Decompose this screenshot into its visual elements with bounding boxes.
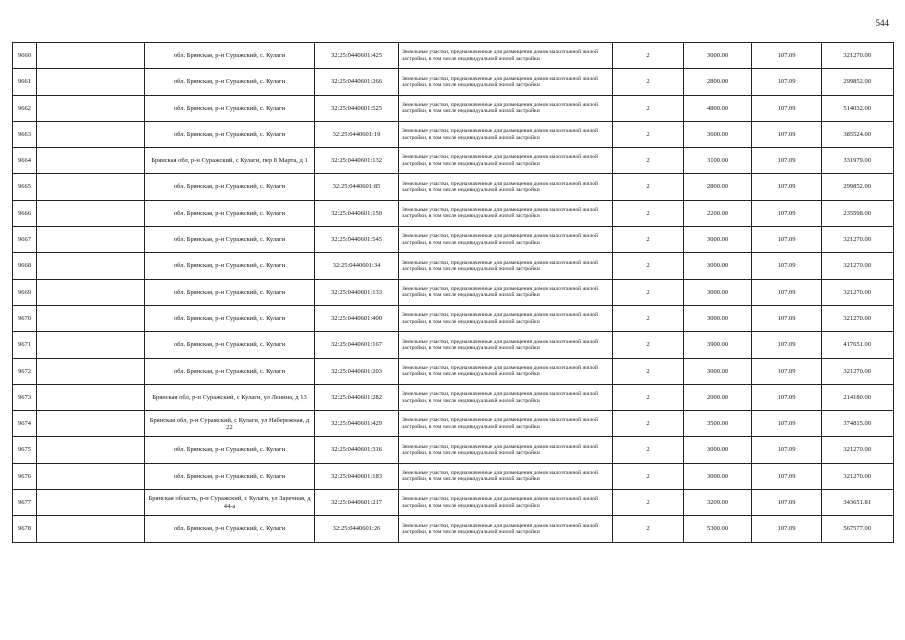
rate-cell: 107.09 (752, 358, 822, 384)
area-cell: 2000.00 (684, 384, 752, 410)
group-cell: 2 (613, 121, 684, 147)
land-use-cell: Земельные участки, предназначенные для размещения домов малоэтажной жилой застройки, в том числе индивидуальной жилой застройки (399, 358, 613, 384)
cadastral-number-cell: 32:25:0440601:525 (315, 95, 399, 121)
row-number-cell: 9678 (13, 516, 37, 542)
cadastral-number-cell: 32:25:0440601:400 (315, 305, 399, 331)
group-cell: 2 (613, 174, 684, 200)
area-cell: 3000.00 (684, 227, 752, 253)
address-cell: Брянская обл, р-н Суражский, с Кулаги, пер 8 Марта, д 1 (145, 148, 315, 174)
cadastral-number-cell: 32:25:0440601:85 (315, 174, 399, 200)
address-cell: обл. Брянская, р-н Суражский, с. Кулаги (145, 305, 315, 331)
cadastral-value-cell: 321270.00 (822, 463, 894, 489)
rate-cell: 107.09 (752, 305, 822, 331)
area-cell: 2800.00 (684, 174, 752, 200)
land-use-cell: Земельные участки, предназначенные для размещения домов малоэтажной жилой застройки, в том числе индивидуальной жилой застройки (399, 516, 613, 542)
group-cell: 2 (613, 279, 684, 305)
table-row (13, 279, 894, 305)
group-cell: 2 (613, 43, 684, 69)
table-row (13, 200, 894, 226)
land-use-cell: Земельные участки, предназначенные для размещения домов малоэтажной жилой застройки, в том числе индивидуальной жилой застройки (399, 279, 613, 305)
cadastral-value-cell: 385524.00 (822, 121, 894, 147)
address-cell: обл. Брянская, р-н Суражский, с. Кулаги (145, 200, 315, 226)
rate-cell: 107.09 (752, 227, 822, 253)
cadastral-value-cell: 321270.00 (822, 253, 894, 279)
table-row (13, 253, 894, 279)
cadastral-value-cell: 321270.00 (822, 437, 894, 463)
rate-cell: 107.09 (752, 279, 822, 305)
cadastral-value-cell: 321270.00 (822, 279, 894, 305)
address-cell: обл. Брянская, р-н Суражский, с. Кулаги (145, 332, 315, 358)
area-cell: 3900.00 (684, 332, 752, 358)
rate-cell: 107.09 (752, 121, 822, 147)
land-use-cell: Земельные участки, предназначенные для размещения домов малоэтажной жилой застройки, в том числе индивидуальной жилой застройки (399, 43, 613, 69)
address-cell: обл. Брянская, р-н Суражский, с. Кулаги (145, 69, 315, 95)
table-row (13, 227, 894, 253)
land-use-cell: Земельные участки, предназначенные для размещения домов малоэтажной жилой застройки, в том числе индивидуальной жилой застройки (399, 463, 613, 489)
table-row (13, 121, 894, 147)
cadastral-value-cell: 321270.00 (822, 358, 894, 384)
group-cell: 2 (613, 384, 684, 410)
rate-cell: 107.09 (752, 437, 822, 463)
address-cell: обл. Брянская, р-н Суражский, с. Кулаги (145, 95, 315, 121)
group-cell: 2 (613, 253, 684, 279)
row-number-cell: 9662 (13, 95, 37, 121)
group-cell: 2 (613, 305, 684, 331)
blank-cell (37, 305, 145, 331)
cadastral-value-cell: 321270.00 (822, 43, 894, 69)
blank-cell (37, 384, 145, 410)
rate-cell: 107.09 (752, 411, 822, 437)
cadastral-value-cell: 331979.00 (822, 148, 894, 174)
area-cell: 3000.00 (684, 253, 752, 279)
address-cell: Брянская область, р-н Суражский, с Кулаги, ул Заречная, д 44-а (145, 490, 315, 516)
row-number-cell: 9676 (13, 463, 37, 489)
blank-cell (37, 490, 145, 516)
blank-cell (37, 174, 145, 200)
table-row (13, 69, 894, 95)
rate-cell: 107.09 (752, 95, 822, 121)
rate-cell: 107.09 (752, 463, 822, 489)
address-cell: обл. Брянская, р-н Суражский, с. Кулаги (145, 463, 315, 489)
address-cell: обл. Брянская, р-н Суражский, с. Кулаги (145, 253, 315, 279)
area-cell: 3500.00 (684, 411, 752, 437)
cadastral-value-cell: 299852.00 (822, 69, 894, 95)
table-row (13, 305, 894, 331)
address-cell: обл. Брянская, р-н Суражский, с. Кулаги (145, 437, 315, 463)
cadastral-number-cell: 32:25:0440601:545 (315, 227, 399, 253)
area-cell: 3000.00 (684, 463, 752, 489)
address-cell: Брянская обл, р-н Суражский, с Кулаги, ул Набережная, д 22 (145, 411, 315, 437)
cadastral-number-cell: 32:25:0440601:316 (315, 437, 399, 463)
cadastral-number-cell: 32:25:0440601:203 (315, 358, 399, 384)
land-use-cell: Земельные участки, предназначенные для размещения домов малоэтажной жилой застройки, в том числе индивидуальной жилой застройки (399, 148, 613, 174)
cadastral-number-cell: 32:25:0440601:217 (315, 490, 399, 516)
cadastral-number-cell: 32:25:0440601:282 (315, 384, 399, 410)
address-cell: обл. Брянская, р-н Суражский, с. Кулаги (145, 43, 315, 69)
land-use-cell: Земельные участки, предназначенные для размещения домов малоэтажной жилой застройки, в том числе индивидуальной жилой застройки (399, 437, 613, 463)
cadastral-number-cell: 32:25:0440601:133 (315, 279, 399, 305)
row-number-cell: 9670 (13, 305, 37, 331)
area-cell: 3600.00 (684, 121, 752, 147)
row-number-cell: 9677 (13, 490, 37, 516)
area-cell: 3100.00 (684, 148, 752, 174)
group-cell: 2 (613, 411, 684, 437)
land-use-cell: Земельные участки, предназначенные для размещения домов малоэтажной жилой застройки, в том числе индивидуальной жилой застройки (399, 95, 613, 121)
blank-cell (37, 463, 145, 489)
row-number-cell: 9672 (13, 358, 37, 384)
blank-cell (37, 43, 145, 69)
cadastral-value-table (12, 42, 894, 543)
blank-cell (37, 148, 145, 174)
blank-cell (37, 227, 145, 253)
group-cell: 2 (613, 148, 684, 174)
cadastral-number-cell: 32:25:0440601:34 (315, 253, 399, 279)
blank-cell (37, 358, 145, 384)
group-cell: 2 (613, 358, 684, 384)
row-number-cell: 9673 (13, 384, 37, 410)
rate-cell: 107.09 (752, 516, 822, 542)
rate-cell: 107.09 (752, 384, 822, 410)
group-cell: 2 (613, 463, 684, 489)
rate-cell: 107.09 (752, 490, 822, 516)
cadastral-number-cell: 32:25:0440601:167 (315, 332, 399, 358)
rate-cell: 107.09 (752, 332, 822, 358)
rate-cell: 107.09 (752, 174, 822, 200)
table-row (13, 437, 894, 463)
area-cell: 3209.00 (684, 490, 752, 516)
land-use-cell: Земельные участки, предназначенные для размещения домов малоэтажной жилой застройки, в том числе индивидуальной жилой застройки (399, 305, 613, 331)
cadastral-value-cell: 514032.00 (822, 95, 894, 121)
area-cell: 4800.00 (684, 95, 752, 121)
row-number-cell: 9664 (13, 148, 37, 174)
address-cell: обл. Брянская, р-н Суражский, с. Кулаги (145, 121, 315, 147)
row-number-cell: 9660 (13, 43, 37, 69)
cadastral-number-cell: 32:25:0440601:183 (315, 463, 399, 489)
blank-cell (37, 95, 145, 121)
cadastral-value-cell: 299852.00 (822, 174, 894, 200)
group-cell: 2 (613, 516, 684, 542)
area-cell: 3000.00 (684, 437, 752, 463)
rate-cell: 107.09 (752, 69, 822, 95)
group-cell: 2 (613, 437, 684, 463)
land-use-cell: Земельные участки, предназначенные для размещения домов малоэтажной жилой застройки, в том числе индивидуальной жилой застройки (399, 69, 613, 95)
row-number-cell: 9668 (13, 253, 37, 279)
rate-cell: 107.09 (752, 148, 822, 174)
land-use-cell: Земельные участки, предназначенные для размещения домов малоэтажной жилой застройки, в том числе индивидуальной жилой застройки (399, 411, 613, 437)
group-cell: 2 (613, 227, 684, 253)
table-body (13, 43, 894, 543)
land-use-cell: Земельные участки, предназначенные для размещения домов малоэтажной жилой застройки, в том числе индивидуальной жилой застройки (399, 384, 613, 410)
address-cell: обл. Брянская, р-н Суражский, с. Кулаги (145, 516, 315, 542)
area-cell: 3000.00 (684, 279, 752, 305)
table-row (13, 516, 894, 542)
group-cell: 2 (613, 332, 684, 358)
rate-cell: 107.09 (752, 43, 822, 69)
table-row (13, 384, 894, 410)
table-row (13, 463, 894, 489)
row-number-cell: 9667 (13, 227, 37, 253)
land-use-cell: Земельные участки, предназначенные для размещения домов малоэтажной жилой застройки, в том числе индивидуальной жилой застройки (399, 490, 613, 516)
area-cell: 3000.00 (684, 305, 752, 331)
cadastral-number-cell: 32:25:0440601:266 (315, 69, 399, 95)
area-cell: 2800.00 (684, 69, 752, 95)
cadastral-value-cell: 417651.00 (822, 332, 894, 358)
table-row (13, 358, 894, 384)
row-number-cell: 9671 (13, 332, 37, 358)
cadastral-number-cell: 32:25:0440601:425 (315, 43, 399, 69)
cadastral-number-cell: 32:25:0440601:26 (315, 516, 399, 542)
cadastral-value-cell: 321270.00 (822, 227, 894, 253)
cadastral-number-cell: 32:25:0440601:19 (315, 121, 399, 147)
land-use-cell: Земельные участки, предназначенные для размещения домов малоэтажной жилой застройки, в том числе индивидуальной жилой застройки (399, 174, 613, 200)
area-cell: 3000.00 (684, 358, 752, 384)
area-cell: 2200.00 (684, 200, 752, 226)
address-cell: обл. Брянская, р-н Суражский, с. Кулаги (145, 279, 315, 305)
address-cell: обл. Брянская, р-н Суражский, с. Кулаги (145, 174, 315, 200)
group-cell: 2 (613, 95, 684, 121)
blank-cell (37, 200, 145, 226)
land-use-cell: Земельные участки, предназначенные для размещения домов малоэтажной жилой застройки, в том числе индивидуальной жилой застройки (399, 200, 613, 226)
blank-cell (37, 69, 145, 95)
rate-cell: 107.09 (752, 200, 822, 226)
row-number-cell: 9675 (13, 437, 37, 463)
address-cell: Брянская обл, р-н Суражский, с Кулаги, ул Ленина, д 13 (145, 384, 315, 410)
cadastral-number-cell: 32:25:0440601:429 (315, 411, 399, 437)
table-row (13, 148, 894, 174)
table-row (13, 174, 894, 200)
cadastral-value-cell: 214180.00 (822, 384, 894, 410)
table-row (13, 411, 894, 437)
address-cell: обл. Брянская, р-н Суражский, с. Кулаги (145, 227, 315, 253)
table-row (13, 332, 894, 358)
land-use-cell: Земельные участки, предназначенные для размещения домов малоэтажной жилой застройки, в том числе индивидуальной жилой застройки (399, 121, 613, 147)
group-cell: 2 (613, 490, 684, 516)
blank-cell (37, 411, 145, 437)
blank-cell (37, 437, 145, 463)
blank-cell (37, 516, 145, 542)
row-number-cell: 9666 (13, 200, 37, 226)
cadastral-value-cell: 567577.00 (822, 516, 894, 542)
area-cell: 5300.00 (684, 516, 752, 542)
land-use-cell: Земельные участки, предназначенные для размещения домов малоэтажной жилой застройки, в том числе индивидуальной жилой застройки (399, 227, 613, 253)
blank-cell (37, 279, 145, 305)
table-row (13, 95, 894, 121)
blank-cell (37, 121, 145, 147)
row-number-cell: 9674 (13, 411, 37, 437)
land-use-cell: Земельные участки, предназначенные для размещения домов малоэтажной жилой застройки, в том числе индивидуальной жилой застройки (399, 253, 613, 279)
area-cell: 3000.00 (684, 43, 752, 69)
cadastral-number-cell: 32:25:0440601:132 (315, 148, 399, 174)
cadastral-value-cell: 235598.00 (822, 200, 894, 226)
rate-cell: 107.09 (752, 253, 822, 279)
blank-cell (37, 332, 145, 358)
land-use-cell: Земельные участки, предназначенные для размещения домов малоэтажной жилой застройки, в том числе индивидуальной жилой застройки (399, 332, 613, 358)
cadastral-value-cell: 374815.00 (822, 411, 894, 437)
blank-cell (37, 253, 145, 279)
row-number-cell: 9661 (13, 69, 37, 95)
group-cell: 2 (613, 200, 684, 226)
table-row (13, 490, 894, 516)
table-row (13, 43, 894, 69)
cadastral-number-cell: 32:25:0440601:150 (315, 200, 399, 226)
cadastral-value-cell: 321270.00 (822, 305, 894, 331)
group-cell: 2 (613, 69, 684, 95)
address-cell: обл. Брянская, р-н Суражский, с. Кулаги (145, 358, 315, 384)
row-number-cell: 9669 (13, 279, 37, 305)
row-number-cell: 9665 (13, 174, 37, 200)
row-number-cell: 9663 (13, 121, 37, 147)
page-number: 544 (875, 18, 889, 28)
cadastral-value-cell: 343651.81 (822, 490, 894, 516)
